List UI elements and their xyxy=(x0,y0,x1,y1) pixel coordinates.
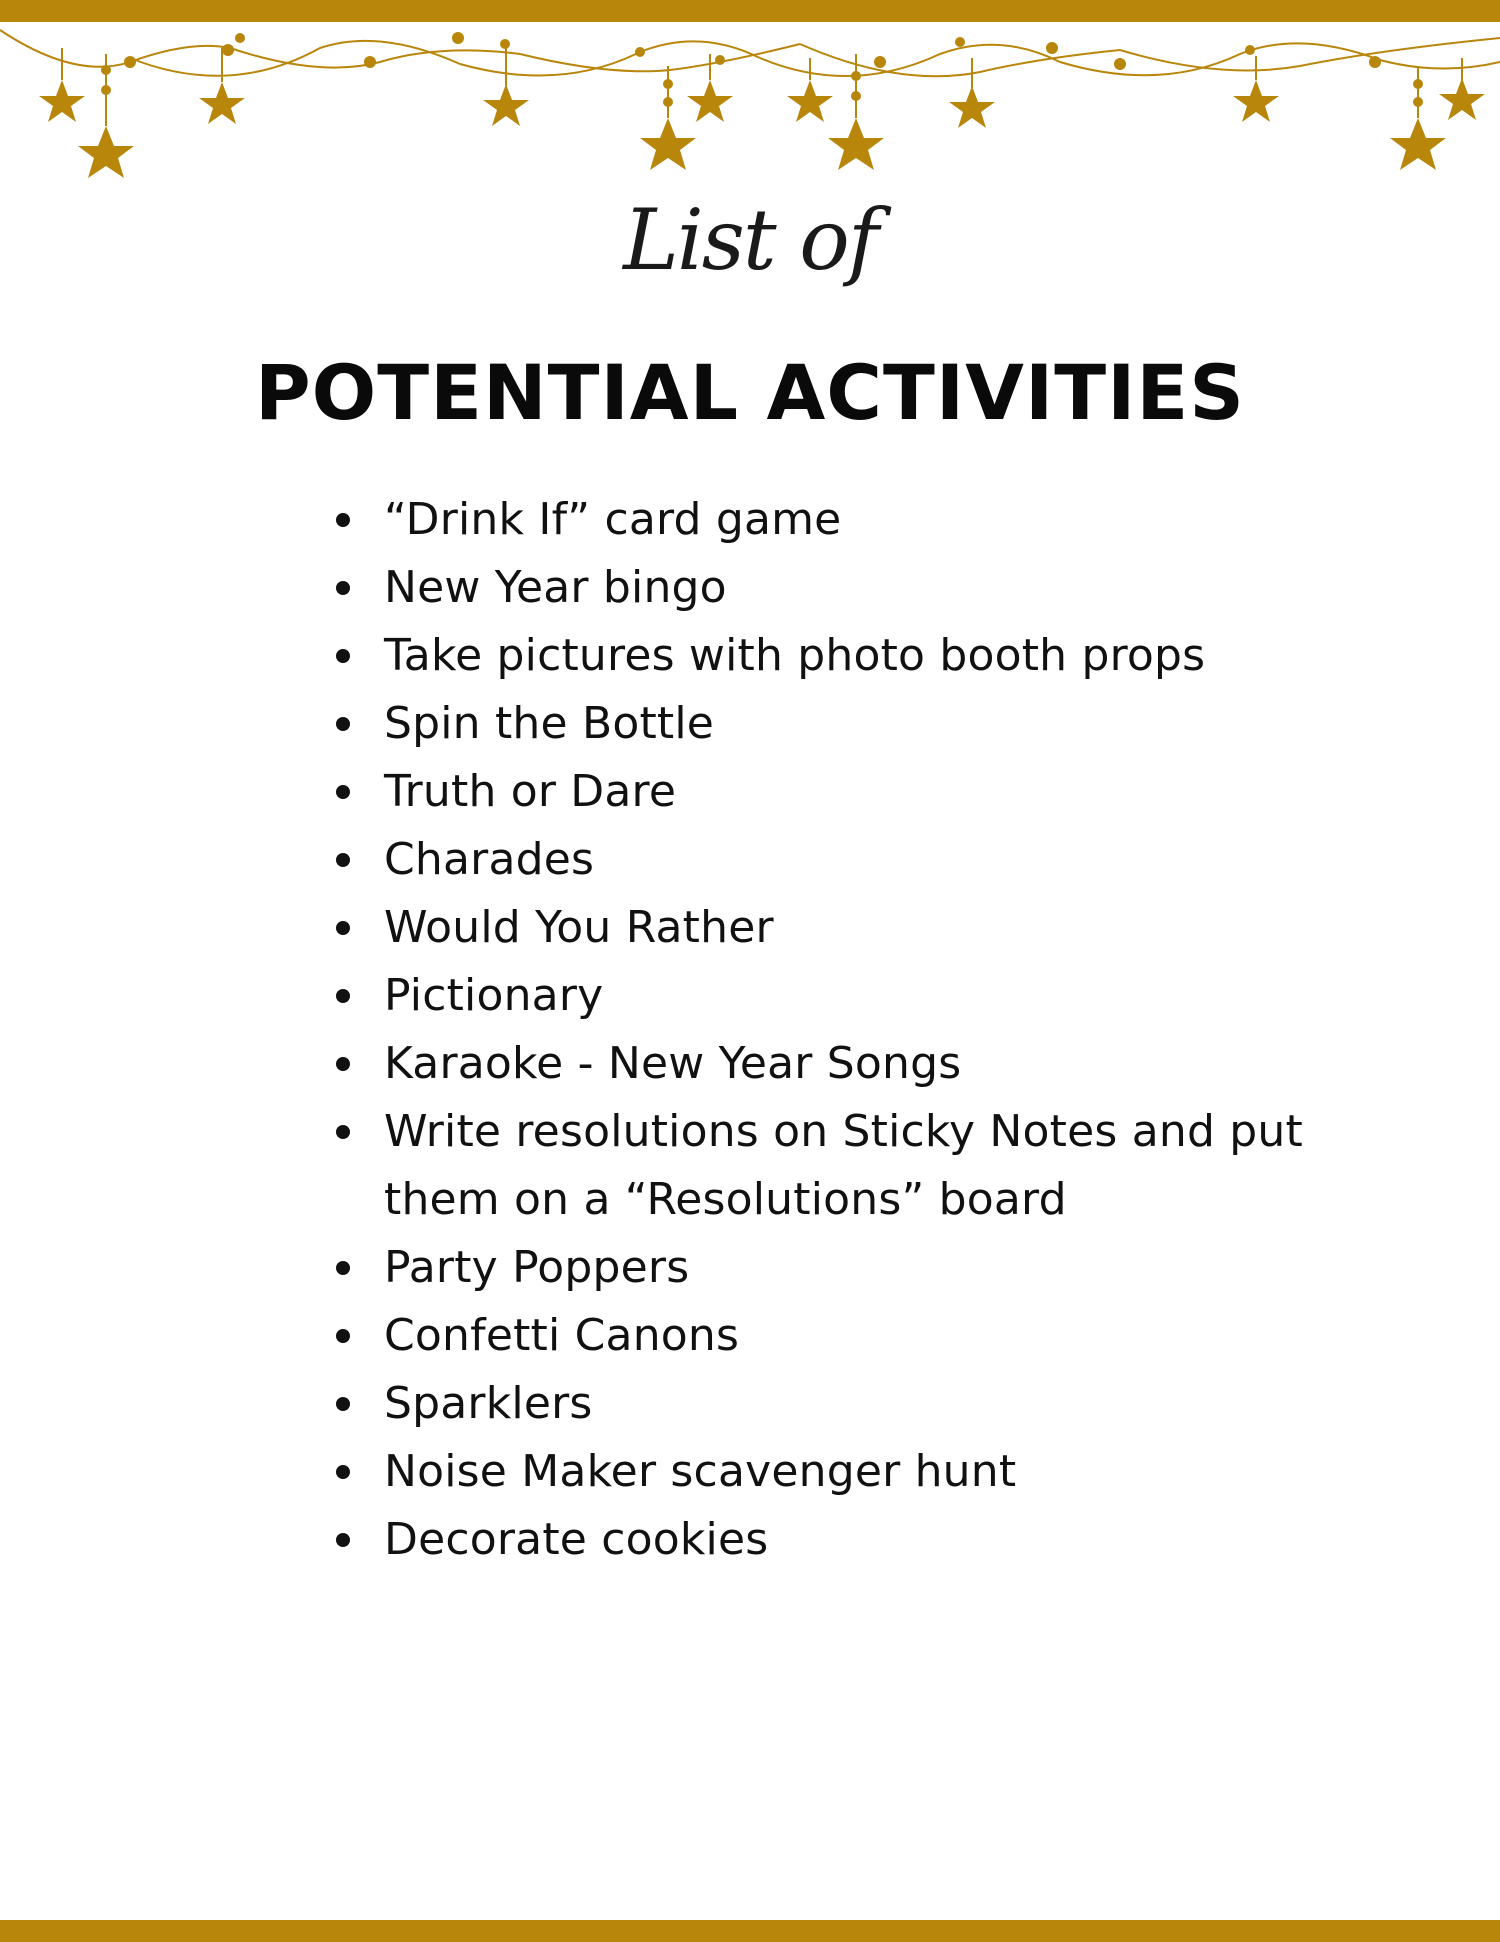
list-item-text: “Drink If” card game xyxy=(384,494,842,545)
list-item xyxy=(336,1438,1336,1506)
list-item-text: Charades xyxy=(384,834,595,885)
bullet-icon xyxy=(336,1261,350,1275)
list-item-text: Take pictures with photo booth props xyxy=(384,630,1206,681)
list-item xyxy=(336,1030,1336,1098)
bottom-gold-border xyxy=(0,1920,1500,1942)
bullet-icon xyxy=(336,1125,350,1139)
list-item-text: Truth or Dare xyxy=(384,766,677,817)
bullet-icon xyxy=(336,1397,350,1411)
bullet-icon xyxy=(336,1329,350,1343)
list-item-text: Party Poppers xyxy=(384,1242,690,1293)
list-item-text: Would You Rather xyxy=(384,902,774,953)
bullet-icon xyxy=(336,649,350,663)
list-item xyxy=(336,962,1336,1030)
list-item-text: Write resolutions on Sticky Notes and put them on a “Resolutions” board xyxy=(384,1106,1303,1225)
list-item-text: New Year bingo xyxy=(384,562,727,613)
list-item xyxy=(336,554,1336,622)
list-item-text: Karaoke - New Year Songs xyxy=(384,1038,962,1089)
activity-list xyxy=(336,486,1336,1574)
list-item xyxy=(336,1302,1336,1370)
star-garland-icon xyxy=(0,18,1500,178)
bullet-icon xyxy=(336,1533,350,1547)
list-item-text: Spin the Bottle xyxy=(384,698,715,749)
list-item xyxy=(336,758,1336,826)
bullet-icon xyxy=(336,581,350,595)
bullet-icon xyxy=(336,853,350,867)
list-item xyxy=(336,1098,1336,1234)
list-item-text: Noise Maker scavenger hunt xyxy=(384,1446,1017,1497)
list-item-text: Decorate cookies xyxy=(384,1514,769,1565)
bullet-icon xyxy=(336,513,350,527)
bullet-icon xyxy=(336,1057,350,1071)
list-item xyxy=(336,690,1336,758)
bullet-icon xyxy=(336,717,350,731)
bullet-icon xyxy=(336,989,350,1003)
bullet-icon xyxy=(336,785,350,799)
page-title: POTENTIAL ACTIVITIES xyxy=(254,348,1246,437)
list-item xyxy=(336,894,1336,962)
list-item xyxy=(336,1370,1336,1438)
list-item-text: Pictionary xyxy=(384,970,604,1021)
list-item xyxy=(336,1506,1336,1574)
script-heading: List of xyxy=(623,191,877,289)
list-item-text: Confetti Canons xyxy=(384,1310,740,1361)
list-item xyxy=(336,1234,1336,1302)
list-item-text: Sparklers xyxy=(384,1378,593,1429)
list-item xyxy=(336,486,1336,554)
bullet-icon xyxy=(336,921,350,935)
bullet-icon xyxy=(336,1465,350,1479)
list-item xyxy=(336,622,1336,690)
list-item xyxy=(336,826,1336,894)
